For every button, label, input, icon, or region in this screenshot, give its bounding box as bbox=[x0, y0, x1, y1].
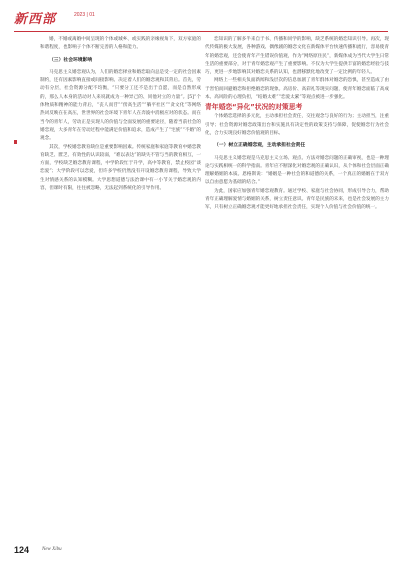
body-paragraph: 其次，学校婚恋教育缺位是重要影响因素。传统家庭和家庭等教育中婚恋教育缺乏、匮乏、有效性的认识较弱，“难以表达”的缺失不管与当的教育相互，一方面，学校缺乏婚恋教育课程，中学阶段忙于升学，高中等教育，禁止校园“谈恋爱”；大学阶段可以恋爱，但许多学校仍然没有开设婚恋教育课程，导致大学生对情感关系的认知模糊。大学思想道德与法治课中有一小节关于婚恋观的内容，但课时有限，往往被忽略，无法起到系统化的引导作用。 bbox=[40, 144, 201, 192]
body-paragraph: 马克思主义婚恋观是马克思主义立场、观点、方法对婚恋问题的正确审视，也是一种理论与实践相统一的科学指南。青年应不断深化对婚恋观的正确认识，从个体和社会层面正确理解婚姻的本质。恩格斯说：“婚姻是一种社会的和道德的关系，一个真正的婚姻在于双方以自由意愿为基础的结合。” bbox=[205, 155, 389, 186]
section-title: 青年婚恋“异化”状况的对策思考 bbox=[205, 103, 303, 112]
page-header bbox=[14, 8, 388, 30]
left-margin-marker bbox=[14, 140, 17, 144]
left-column bbox=[40, 36, 201, 193]
body-paragraph: 恋知识的了解多半来自于书、传播和同学的影响，缺乏系统的婚恋知识引导。再次，现代传媒的极大发展，各种游戏、偶像剧的婚恋文化在新媒体平台快速传播和流行，容易使青年的婚恋观，还会使青年产生错误价值观，作为“网络原住民”，新媒体成为当代大学生日常生活的重要部分，对于青年婚恋观产生了重要影响。不仅为大学生提供丰富的婚恋经验与技巧，更进一步地影响其对婚恋关系的认知，也潜移默化地改变了一定比例的年轻人。 bbox=[205, 37, 389, 76]
body-paragraph: 为此，国家应加强青年婚恋观教育。通过学校、家庭与社会协同，形成引导合力，帮助青年正确理解爱情与婚姻的关系，树立责任意识。青年是民族的未来，也是社会发展的主力军，只有树立正确婚恋观才能更好地承担社会责任，实现个人价值与社会价值的统一。 bbox=[205, 188, 389, 211]
body-paragraph: 马克思主义婚恋观认为，人们的婚恋择业和婚恋取向总是受一定的社会因素制约，还有因素影响直接或间接影响、决定着人们的婚恋观和其背后。首先，劳动有分层，社会资源分配不均衡，“只要分工还不是出于自愿，而是自然形成的，那么人本身的活动对人来说就成为一种异己的、同他对立的力量”。[5]“个体物质和精神的能力背后，“丧人而苷”“傍高生活”“躺平社区”“贪文化”等网络热词反映在在高压，世世界的社会环境下青年人在奔波中消极应对的状态。而在当今的青年人，劳动正是实现人的价值与全面发展的重要途径，随着当前社会的婚恋观，大多青年在劳动过程中能满足价值和追求，造成产生了“宅族”“不婚”的观念。 bbox=[40, 69, 201, 142]
header-rule bbox=[14, 31, 388, 32]
right-column bbox=[205, 36, 389, 213]
subsection-heading: （三）社会环境影响 bbox=[49, 57, 93, 63]
page-footer bbox=[14, 545, 388, 559]
page-number: 124 bbox=[14, 545, 30, 555]
magazine-logo: 新西部 bbox=[14, 12, 57, 27]
body-paragraph: 网络上一些相关负面新闻和浅层次的信息加剧了青年群体对婚恋的恐惧，甚至造成了由于害怕而回避婚恋和拒绝婚恋的现象。高房价、高彩礼等现实问题，使青年婚恋面临了高成本、高风险的心理负担，“结婚太难”“恋爱太累”等观点被进一步强化。 bbox=[205, 78, 389, 101]
body-paragraph: 婚，不婚或离婚中间呈现的个体或城乡、或实践的亲缘视角下，双方家庭的和谐程度，也影响子个体不断完善的人格和能力。 bbox=[40, 37, 201, 51]
body-paragraph: 个体婚恋选择的多元化，主动承担社会责任，交往观念与良好的行为；主动担当，注重引导；社会资源对婚恋政策出台和实施具有决定性的政策支持与保障，促使婚恋行为社会化，合力实现良好婚恋价值观的目标。 bbox=[205, 114, 389, 136]
subsection-heading: （一）树立正确婚恋观，主动承担社会责任 bbox=[214, 143, 306, 149]
publication-name: New Xibu bbox=[42, 547, 62, 552]
issue-number: 2023 | 01 bbox=[74, 12, 95, 18]
